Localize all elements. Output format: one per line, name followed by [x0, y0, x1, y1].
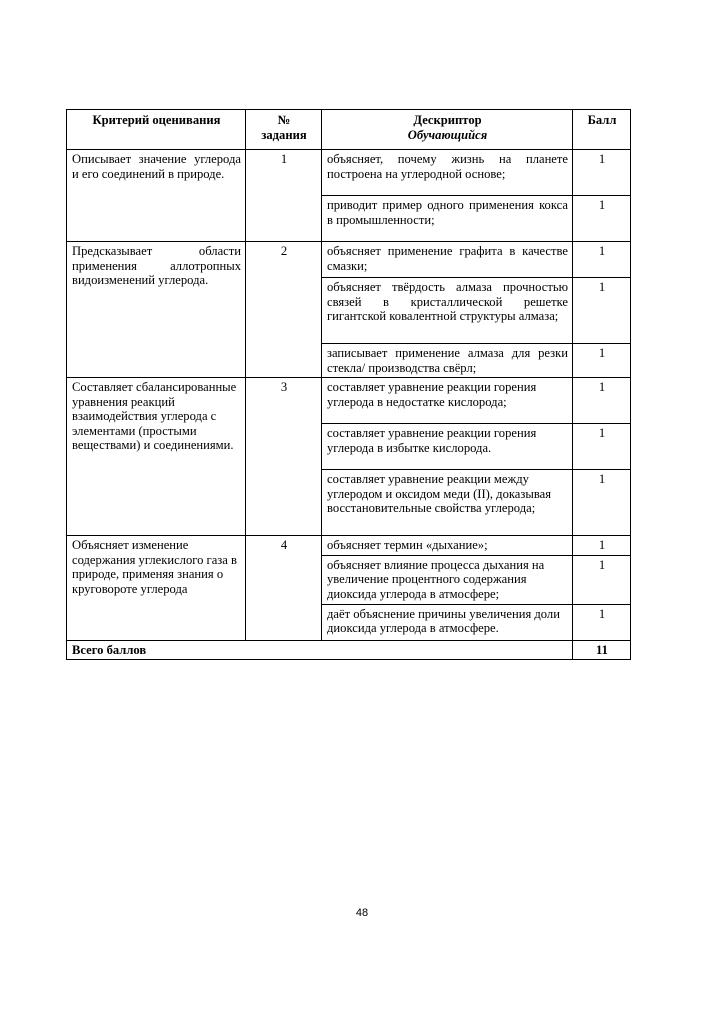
score-cell: 1	[573, 278, 631, 344]
header-descriptor-title: Дескриптор	[413, 113, 482, 127]
score-cell: 1	[573, 536, 631, 556]
header-descriptor-subtitle: Обучающийся	[407, 127, 488, 142]
descriptor-cell: составляет уравнение реакции горения углерода в избытке кислорода.	[322, 424, 573, 470]
descriptor-cell: объясняет применение графита в качестве смазки;	[322, 242, 573, 278]
descriptor-cell: записывает применение алмаза для резки стекла/ производства свёрл;	[322, 344, 573, 378]
task-number-cell: 3	[246, 378, 322, 536]
descriptor-cell: объясняет влияние процесса дыхания на увеличение процентного содержания диоксида углерода в атмосфере;	[322, 555, 573, 604]
score-cell: 1	[573, 604, 631, 640]
header-score: Балл	[573, 110, 631, 150]
header-row	[67, 110, 631, 150]
score-cell: 1	[573, 378, 631, 424]
descriptor-cell: объясняет термин «дыхание»;	[322, 536, 573, 556]
header-task-number-symbol: №	[277, 113, 291, 127]
descriptor-cell: приводит пример одного применения кокса в промышленности;	[322, 196, 573, 242]
score-cell: 1	[573, 242, 631, 278]
criterion-cell: Предсказывает области применения аллотропных видоизменений углерода.	[67, 242, 246, 378]
criterion-cell: Составляет сбалансированные уравнения реакций взаимодействия углерода с элементами (простыми веществами) и соединениями.	[67, 378, 246, 536]
score-cell: 1	[573, 424, 631, 470]
header-criterion: Критерий оценивания	[67, 110, 246, 150]
total-value: 11	[573, 640, 631, 660]
table-row	[67, 242, 631, 278]
criterion-cell: Объясняет изменение содержания углекислого газа в природе, применяя знания о круговороте углерода	[67, 536, 246, 641]
header-descriptor	[322, 110, 573, 150]
score-cell: 1	[573, 470, 631, 536]
assessment-rubric-table	[66, 109, 631, 660]
score-cell: 1	[573, 196, 631, 242]
table-row	[67, 536, 631, 556]
descriptor-cell: составляет уравнение реакции между углеродом и оксидом меди (II), доказывая восстановительные свойства углерода;	[322, 470, 573, 536]
total-label: Всего баллов	[67, 640, 573, 660]
table-row	[67, 150, 631, 196]
table-row	[67, 378, 631, 424]
task-number-cell: 4	[246, 536, 322, 641]
descriptor-cell: даёт объяснение причины увеличения доли диоксида углерода в атмосфере.	[322, 604, 573, 640]
task-number-cell: 2	[246, 242, 322, 378]
descriptor-cell: объясняет, почему жизнь на планете построена на углеродной основе;	[322, 150, 573, 196]
score-cell: 1	[573, 555, 631, 604]
page-number: 48	[355, 907, 369, 919]
header-task-number	[246, 110, 322, 150]
descriptor-cell: составляет уравнение реакции горения углерода в недостатке кислорода;	[322, 378, 573, 424]
header-task-number-label: задания	[261, 127, 307, 142]
task-number-cell: 1	[246, 150, 322, 242]
descriptor-cell: объясняет твёрдость алмаза прочностью связей в кристаллической решетке гигантской ковалентной структуры алмаза;	[322, 278, 573, 344]
score-cell: 1	[573, 344, 631, 378]
criterion-cell: Описывает значение углерода и его соединений в природе.	[67, 150, 246, 242]
total-row	[67, 640, 631, 660]
score-cell: 1	[573, 150, 631, 196]
